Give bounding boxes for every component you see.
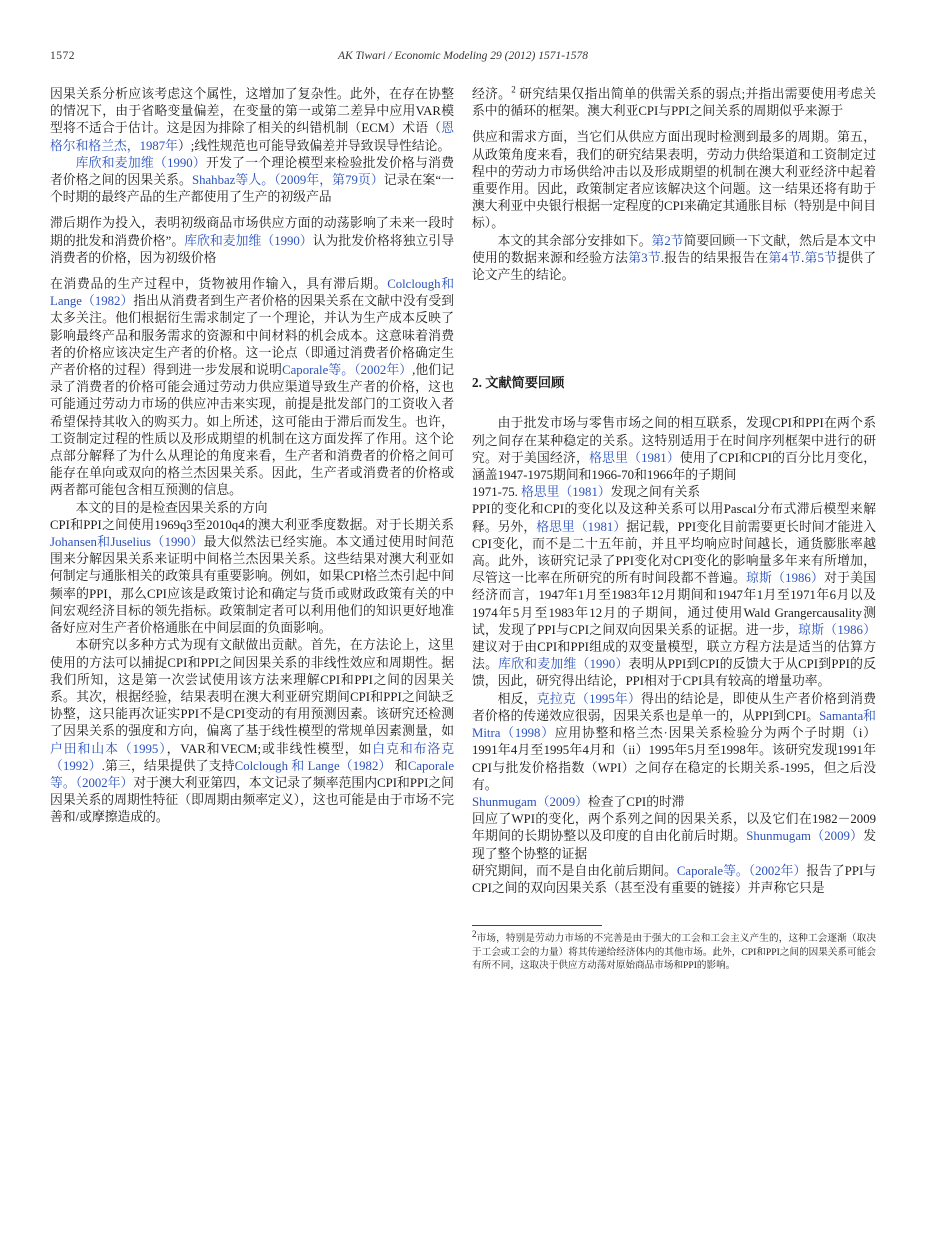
text-run: 在消费品的生产过程中，货物被用作输入，具有滞后期。	[50, 277, 388, 292]
citation-link[interactable]: 琼斯（1986）	[798, 622, 876, 637]
citation-link[interactable]: Shahbaz等人。（2009年，第79页）	[191, 173, 384, 188]
text-run: 记录在案“一个时期的最终产品的生产都使用了生产的初级产品	[50, 173, 455, 205]
text-run: 发现了整个协整的证据	[472, 829, 876, 861]
text-run: 发现之间有关系	[610, 485, 701, 500]
text-run: 最大似然法已经实施。本文通过使用时间范围来分解因果关系来证明中间格兰杰因果关系。这些结果对澳大利亚如何制定与通胀相关的政策具有重要影响。例如，如果CPI格兰杰引起中间频率的PPI，那么CPI应该是政策讨论和确定与货币或财政政策有关的中间宏观经济目标的领先指标。政策制定者可以利用他们的知识更好地准备好应对生产者价格通胀在中间层面的负面影响。	[50, 535, 454, 636]
citation-link[interactable]: Caporale等。（2002年）	[282, 363, 413, 378]
paragraph	[50, 155, 454, 207]
citation-link[interactable]: 格思里（1981）	[589, 450, 680, 465]
text-run: 表明从PPI到CPI的反馈大于从CPI到PPI的反馈，因此，研究得出结论，PPI相对于CPI具有较高的增量功率。	[472, 657, 877, 689]
citation-link[interactable]: 第4节	[768, 250, 802, 265]
paragraph	[50, 86, 454, 155]
text-run: 和	[391, 758, 408, 773]
text-run: ,他们记录了消费者的价格可能会通过劳动力供应渠道导致生产者的价格，这也可能通过劳动力市场的供应冲击来实现，前提是批发部门的工资收入者希望保持其收入的购买力。如上所述，这可能由于滞后而发生。也许，工资制定过程的性质以及形成期望的机制在这方面发挥了作用。这个论点部分解释了为什么从理论的角度来看，生产者和消费者的价格之间可能存在单向或双向的格兰杰因果关系。因此，生产者或消费者的价格或两者都可能包含相互预测的信息。	[50, 363, 455, 498]
text-run: .报告的结果报告在	[660, 250, 769, 265]
text-run: 应用协整和格兰杰·因果关系检验分为两个子时期（i）1991年4月至1995年4月和（ii）1995年5月至1998年。该研究发现1991年CPI与批发价格指数（WPI）之间存在稳定的长期关系-1995，但之后没有。	[472, 726, 876, 792]
text-run: .第三，结果提供了支持	[101, 758, 235, 773]
citation-link[interactable]: Shunmugam（2009）	[472, 794, 588, 809]
running-title: AK Tiwari / Economic Modeling 29 (2012) 1571-1578	[337, 50, 589, 62]
citation-link[interactable]: Johansen和Juselius（1990）	[50, 535, 204, 550]
citation-link[interactable]: Shunmugam（2009）	[746, 829, 864, 844]
text-run: 对于澳大利亚第四，本文记录了频率范围内CPI和PPI之间因果关系的周期性特征（即周期由频率定义），这也可能是由于市场不完善和/或摩擦造成的。	[50, 775, 454, 825]
citation-link[interactable]: 格思里（1981）	[521, 485, 611, 500]
text-run: CPI和PPI之间使用1969q3至2010q4的澳大利亚季度数据。对于长期关系	[50, 517, 454, 532]
text-run: 使用了CPI和CPI的百分比月变化，涵盖1947-1975期间和1966-70和1966年的子期间	[472, 450, 877, 483]
paragraph	[50, 276, 454, 500]
citation-link[interactable]: 第5节	[804, 250, 838, 265]
paragraph	[472, 86, 876, 120]
paragraph	[50, 215, 454, 267]
two-column-body	[50, 86, 876, 973]
citation-link[interactable]: 格思里（1981）	[536, 519, 627, 534]
citation-link[interactable]: 库欣和麦加维（1990）	[498, 657, 629, 672]
text-run: 对于美国经济而言，1947年1月至1983年12月期间和1947年1月至1971年6月以及1974年5月至1983年12月的子期间，通过使用Wald Grangercausality测试，发现了PPI与CPI之间双向因果关系的证据。进一步，	[472, 571, 877, 637]
text-run: ，VAR和VECM;或非线性模型，如	[166, 741, 373, 756]
left-column	[50, 86, 454, 973]
citation-link[interactable]: 克拉克（1995年）	[536, 691, 642, 706]
citation-link[interactable]: Caporale等。（2002年）	[676, 863, 807, 878]
text-run: 1971-75.	[472, 485, 522, 500]
right-column	[472, 86, 876, 973]
footnote-text	[472, 928, 876, 973]
text-run: 检查了CPI的时滞	[587, 794, 685, 809]
text-run: 滞后期作为投入，表明初级商品市场供应方面的动荡影响了未来一段时期的批发和消费价格”。	[50, 216, 454, 248]
citation-link[interactable]: Samanta和Mitra（1998）	[472, 708, 876, 741]
page-header	[50, 50, 876, 62]
page-number: 1572	[50, 50, 75, 62]
citation-link[interactable]: 恩格尔和格兰杰，1987年	[50, 121, 454, 153]
text-run: 供应和需求方面，当它们从供应方面出现时检测到最多的周期。第五，从政策角度来看，我们的研究结果表明，劳动力供给渠道和工资制定过程中的劳动力市场供给冲击以及形成期望的机制在澳大利亚经济中起着重要作用。因此，政策制定者应该解决这个问题。这一结果还将有助于澳大利亚中央银行根据一定程度的CPI来确定其通胀目标（特别是中间目标）。	[472, 130, 876, 231]
text-run: PPI的变化和CPI的变化以及这种关系可以用Pascal分布式滞后模型来解释。另外，	[472, 502, 876, 534]
text-run: 简要回顾一下文献，然后是本文中使用的数据来源和经验方法	[472, 233, 877, 265]
paragraph	[472, 129, 876, 232]
citation-link[interactable]: 户田和山本（1995）	[50, 741, 167, 756]
citation-link[interactable]: 库欣和麦加维（1990）	[75, 155, 206, 170]
text-run: 研究结果仅指出简单的供需关系的弱点;并指出需要使用考虑关系中的循环的框架。澳大利亚CPI与PPI之间关系的周期似乎来源于	[472, 87, 876, 119]
section-heading: 2. 文献简要回顾	[472, 375, 565, 391]
citation-link[interactable]: 白克和布洛克（1992）	[50, 741, 454, 773]
text-run: 本研究以多种方式为现有文献做出贡献。首先，在方法论上，这里使用的方法可以捕捉CPI和PPI之间因果关系的非线性效应和周期性。据我们所知，这是第一次尝试使用该方法来理解CPI和PPI之间的因果关系。其次，根据经验，结果表明在澳大利亚研究期间CPI和PPI之间缺乏协整，这只能再次证实PPI不是CPI变动的有用预测因素。该研究还检测了因果关系的强度和方向，偏离了基于线性模型的常规单因素测量，如	[50, 638, 454, 739]
citation-link[interactable]: 第2节	[651, 233, 684, 248]
footnote-body: 市场，特别是劳动力市场的不完善是由于强大的工会和工会主义产生的，这种工会逐渐（取决于工会或工会的力量）将其传递给经济体内的其他市场。此外，CPI和PPI之间的因果关系可能会有所不同，这取决于供应方动荡对原始商品市场和PPI的影响。	[472, 933, 876, 972]
citation-link[interactable]: Caporale等。（2002年）	[50, 758, 455, 790]
paragraph	[50, 500, 454, 638]
paragraph	[472, 691, 876, 897]
paragraph	[472, 415, 876, 690]
paragraph	[50, 637, 454, 826]
text-run: 由于批发市场与零售市场之间的相互联系，发现CPI和PPI在两个系列之间存在某种稳定的关系。这特别适用于在时间序列框架中进行的研究。对于美国经济，	[472, 416, 876, 465]
text-run: 指出从消费者到生产者价格的因果关系在文献中没有受到太多关注。他们根据衍生需求制定了一个理论，并认为生产成本反映了影响最终产品和服务需求的资源和中间材料的机会成本。这意味着消费者的价格应该决定生产者的价格。这一论点（即通过消费者价格确定生产者价格的过程）得到进一步发展和说明	[50, 294, 454, 378]
text-run: 经济。	[472, 87, 512, 101]
text-run: 认为批发价格将独立引导消费者的价格，因为初级价格	[50, 233, 455, 265]
citation-link[interactable]: Colclough 和 Lange（1982）	[234, 758, 392, 773]
citation-link[interactable]: 琼斯（1986）	[746, 571, 825, 586]
text-run: 本文的其余部分安排如下。	[497, 233, 652, 248]
text-run: 研究期间，而不是自由化前后期间。	[472, 863, 677, 878]
footnote-ref: 2	[511, 84, 516, 95]
text-run: 开发了一个理论模型来检验批发价格与消费者价格之间的因果关系。	[50, 155, 455, 188]
paragraph	[472, 233, 876, 285]
text-run: 提供了论文产生的结论。	[472, 250, 877, 283]
left-column-text	[50, 86, 454, 827]
text-run: .	[801, 250, 805, 265]
footnote-marker: 2	[472, 928, 477, 939]
citation-link[interactable]: 库欣和麦加维（1990）	[184, 233, 313, 248]
text-run: 因果关系分析应该考虑这个属性，这增加了复杂性。此外，在存在协整的情况下，由于省略变量偏差，在变量的第一或第二差异中应用VAR模型将不适合于估计。这是因为排除了相关的纠错机制（ECM）术语（	[50, 87, 454, 136]
citation-link[interactable]: Colclough和Lange（1982）	[50, 277, 454, 309]
text-run: 报告了PPI与CPI之间的双向因果关系（甚至没有重要的链接）并声称它只是	[472, 863, 877, 895]
text-run: 本文的目的是检查因果关系的方向	[75, 500, 268, 515]
text-run: 得出的结论是，即使从生产者价格到消费者价格的传递效应很弱，因果关系也是单一的，从PPI到CPI。	[472, 691, 877, 723]
text-run: 建议对于由CPI和PPI组成的双变量模型，联立方程方法是适当的估算方法。	[472, 640, 876, 672]
citation-link[interactable]: 第3节	[628, 250, 661, 265]
right-column-text	[472, 86, 876, 897]
text-run: 相反，	[497, 691, 537, 706]
footnote	[472, 925, 876, 973]
text-run: 回应了WPI的变化，两个系列之间的因果关系，以及它们在1982－2009年期间的长期协整以及印度的自由化前后时期。	[472, 812, 876, 844]
text-run: ）;线性规范也可能导致偏差并导致误导性结论。	[177, 138, 451, 153]
footnote-separator	[472, 925, 602, 926]
text-run: 据记载，PPI变化目前需要更长时间才能进入CPI变化，而不是二十五年前，并且平均响应时间越长，通货膨胀率越高。此外，该研究记录了PPI变化对CPI变化的影响量多年来有所增加，尽管这一比率在所研究的所有时间段都不普遍。	[472, 519, 877, 586]
